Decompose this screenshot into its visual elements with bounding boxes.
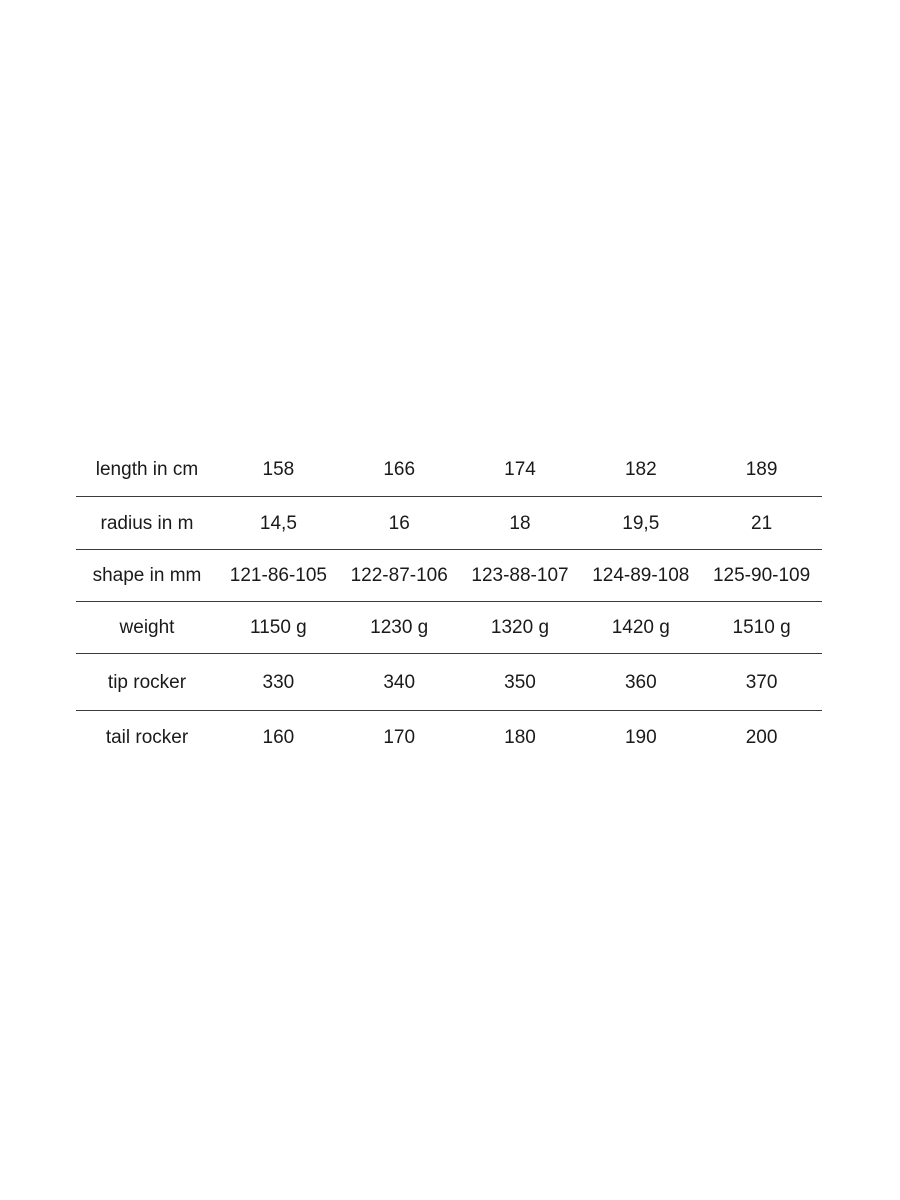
row-label: tip rocker	[76, 654, 218, 711]
table-row-shape	[76, 550, 822, 602]
table-cell: 21	[701, 497, 822, 550]
table-cell: 123-88-107	[460, 550, 581, 602]
row-label: shape in mm	[76, 550, 218, 602]
table-cell: 330	[218, 654, 339, 711]
table-cell: 18	[460, 497, 581, 550]
row-label: length in cm	[76, 442, 218, 497]
table-row-tip-rocker	[76, 654, 822, 711]
table-cell: 122-87-106	[339, 550, 460, 602]
table-cell: 174	[460, 442, 581, 497]
table-cell: 350	[460, 654, 581, 711]
table-cell: 158	[218, 442, 339, 497]
table-cell: 340	[339, 654, 460, 711]
table-cell: 1510 g	[701, 602, 822, 654]
table-cell: 200	[745, 727, 778, 748]
table-row-weight	[76, 602, 822, 654]
table-cell: 360	[580, 654, 701, 711]
table-cell: 125-90-109	[701, 550, 822, 602]
table-cell: 166	[339, 442, 460, 497]
table-cell: 170	[383, 727, 416, 748]
table-cell: 370	[701, 654, 822, 711]
row-label: weight	[76, 602, 218, 654]
table-row-radius	[76, 497, 822, 550]
row-label: radius in m	[76, 497, 218, 550]
row-label: tail rocker	[105, 727, 189, 748]
table-cell: 1320 g	[460, 602, 581, 654]
table-row-tail-rocker	[76, 711, 822, 765]
table-cell: 16	[339, 497, 460, 550]
table-cell: 1150 g	[218, 602, 339, 654]
table-cell: 19,5	[580, 497, 701, 550]
table-cell: 1230 g	[339, 602, 460, 654]
table-cell: 189	[701, 442, 822, 497]
ski-spec-table	[76, 442, 822, 764]
table-cell: 124-89-108	[580, 550, 701, 602]
table-row-length	[76, 442, 822, 497]
table-cell: 14,5	[218, 497, 339, 550]
table-cell: 160	[262, 727, 295, 748]
table-cell: 180	[504, 727, 536, 748]
table-cell: 1420 g	[580, 602, 701, 654]
table-cell: 190	[624, 727, 657, 748]
table-cell: 182	[580, 442, 701, 497]
table-cell: 121-86-105	[218, 550, 339, 602]
